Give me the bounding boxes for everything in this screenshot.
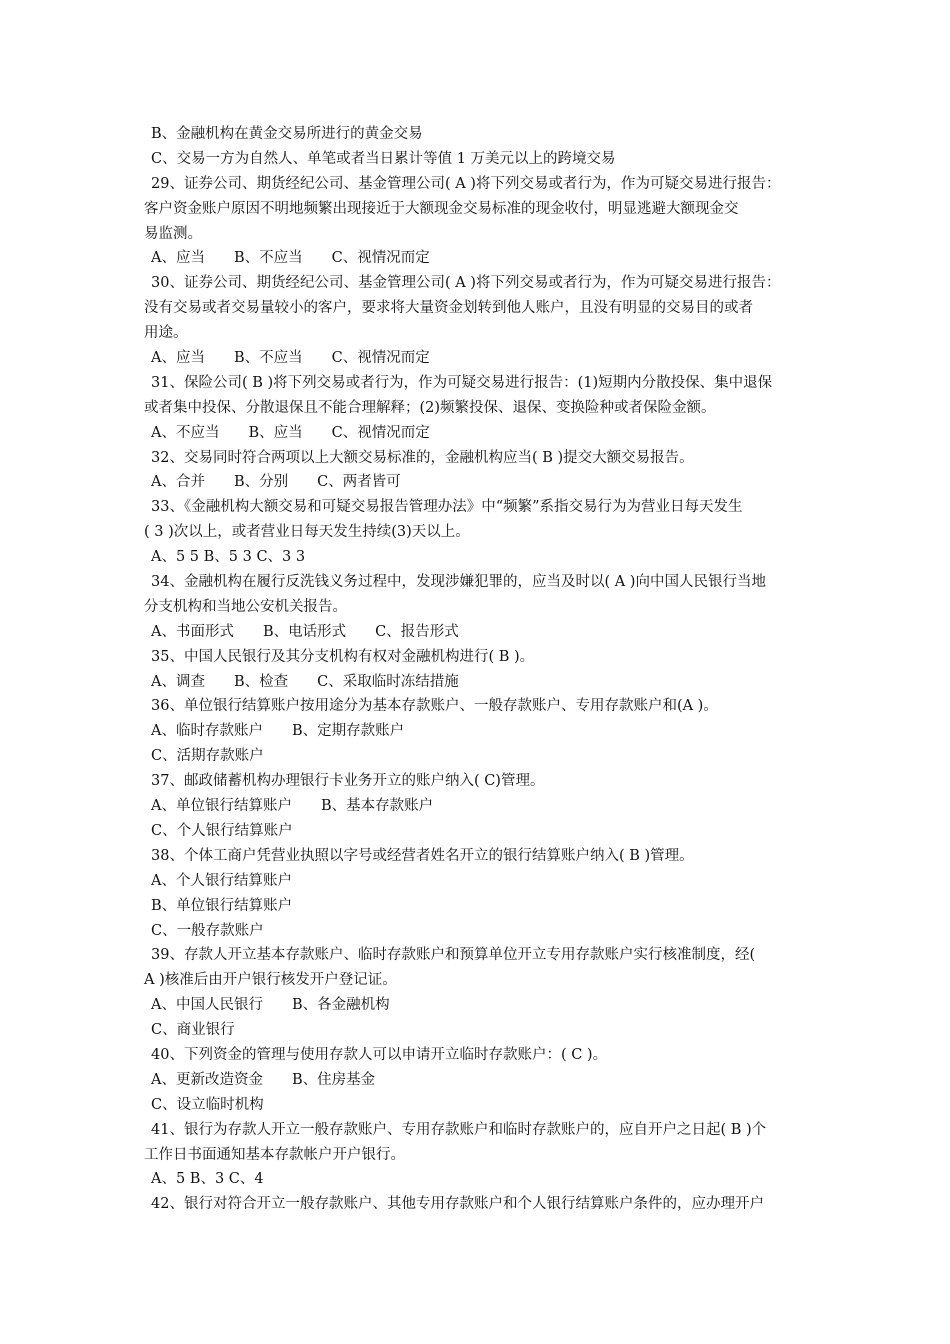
question-41: 41、银行为存款人开立一般存款账户、专用存款账户和临时存款账户的，应自开户之日起( B )个	[151, 1121, 767, 1138]
answer-option: C、商业银行	[151, 1022, 235, 1039]
text-line: C、交易一方为自然人、单笔或者当日累计等值 1 万美元以上的跨境交易	[151, 150, 616, 167]
question-42: 42、银行对符合开立一般存款账户、其他专用存款账户和个人银行结算账户条件的，应办理开户	[151, 1196, 764, 1213]
answer-option: C、个人银行结算账户	[151, 822, 293, 839]
answer-options: A、应当 B、不应当 C、视情况而定	[151, 250, 430, 267]
question-30: 30、证券公司、期货经纪公司、基金管理公司( A )将下列交易或者行为，作为可疑交易进行报告：	[151, 275, 781, 292]
text-line: ( 3 )次以上，或者营业日每天发生持续(3)天以上。	[144, 524, 470, 541]
question-35: 35、中国人民银行及其分支机构有权对金融机构进行( B )。	[151, 648, 535, 665]
answer-options: A、不应当 B、应当 C、视情况而定	[151, 424, 430, 441]
text-line: 没有交易或者交易量较小的客户，要求将大量资金划转到他人账户，且没有明显的交易目的或者	[144, 300, 753, 317]
answer-options: A、单位银行结算账户 B、基本存款账户	[151, 798, 434, 815]
answer-options: A、中国人民银行 B、各金融机构	[151, 997, 390, 1014]
question-32: 32、交易同时符合两项以上大额交易标准的，金融机构应当( B )提交大额交易报告。	[151, 449, 694, 466]
answer-options: A、临时存款账户 B、定期存款账户	[151, 723, 405, 740]
answer-options: A、合并 B、分别 C、两者皆可	[151, 474, 401, 491]
document-body	[144, 122, 812, 1217]
answer-option: C、活期存款账户	[151, 748, 264, 765]
question-29: 29、证券公司、期货经纪公司、基金管理公司( A )将下列交易或者行为，作为可疑交易进行报告：	[151, 175, 781, 192]
question-40: 40、下列资金的管理与使用存款人可以申请开立临时存款账户：( C )。	[151, 1046, 608, 1063]
answer-options: A、更新改造资金 B、住房基金	[151, 1071, 376, 1088]
question-36: 36、单位银行结算账户按用途分为基本存款账户、一般存款账户、专用存款账户和(A )。	[151, 698, 718, 715]
question-31: 31、保险公司( B )将下列交易或者行为，作为可疑交易进行报告：(1)短期内分散投保、集中退保	[151, 374, 773, 391]
text-line: 客户资金账户原因不明地频繁出现接近于大额现金交易标准的现金收付，明显逃避大额现金交	[144, 200, 739, 217]
text-line: 工作日书面通知基本存款帐户开户银行。	[144, 1146, 405, 1163]
question-34: 34、金融机构在履行反洗钱义务过程中，发现涉嫌犯罪的，应当及时以( A )向中国人民银行当地	[151, 574, 766, 591]
text-line: A )核准后由开户银行核发开户登记证。	[144, 972, 397, 989]
answer-options: A、5 B、3 C、4	[151, 1171, 264, 1188]
answer-option: C、一般存款账户	[151, 922, 264, 939]
text-line: 或者集中投保、分散退保且不能合理解释；(2)频繁投保、退保、变换险种或者保险金额。	[144, 399, 716, 416]
answer-option: A、个人银行结算账户	[151, 872, 292, 889]
question-33: 33、《金融机构大额交易和可疑交易报告管理办法》中“频繁”系指交易行为为营业日每天发生	[151, 499, 743, 516]
answer-options: A、调查 B、检查 C、采取临时冻结措施	[151, 673, 459, 690]
answer-options: A、书面形式 B、电话形式 C、报告形式	[151, 623, 459, 640]
answer-options: A、应当 B、不应当 C、视情况而定	[151, 350, 430, 367]
question-38: 38、个体工商户凭营业执照以字号或经营者姓名开立的银行结算账户纳入( B )管理。	[151, 847, 694, 864]
question-39: 39、存款人开立基本存款账户、临时存款账户和预算单位开立专用存款账户实行核准制度，经(	[151, 947, 756, 964]
answer-option: C、设立临时机构	[151, 1096, 264, 1113]
question-37: 37、邮政储蓄机构办理银行卡业务开立的账户纳入( C)管理。	[151, 773, 545, 790]
text-line: B、金融机构在黄金交易所进行的黄金交易	[151, 126, 423, 142]
text-line: 用途。	[144, 325, 188, 342]
answer-options: A、5 5 B、5 3 C、3 3	[151, 549, 306, 566]
text-line: 分支机构和当地公安机关报告。	[144, 598, 347, 615]
answer-option: B、单位银行结算账户	[151, 897, 293, 914]
text-line: 易监测。	[144, 225, 202, 242]
